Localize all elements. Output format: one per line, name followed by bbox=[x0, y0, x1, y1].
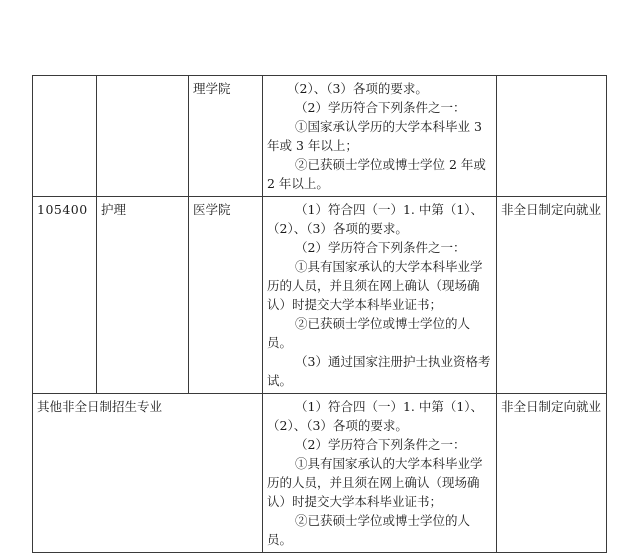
condition-line: 试。 bbox=[267, 373, 293, 388]
major-code-cell bbox=[33, 76, 97, 197]
major-name-cell bbox=[97, 76, 189, 197]
table-row bbox=[33, 76, 607, 197]
condition-line: （2）、（3）各项的要求。 bbox=[267, 221, 408, 236]
condition-line: 认）时提交大学本科毕业证书； bbox=[267, 297, 443, 312]
condition-line: ②已获硕士学位或博士学位的人 bbox=[295, 513, 471, 528]
condition-line: （2）学历符合下列条件之一： bbox=[295, 100, 466, 115]
condition-line: 员。 bbox=[267, 335, 293, 350]
condition-line: （2）学历符合下列条件之一： bbox=[295, 240, 466, 255]
condition-line: ②已获硕士学位或博士学位 2 年或 bbox=[295, 157, 486, 172]
conditions-cell bbox=[263, 394, 497, 553]
note-cell bbox=[497, 76, 607, 197]
admission-requirements-table bbox=[32, 75, 607, 553]
school-cell: 理学院 bbox=[189, 76, 263, 197]
note-cell: 非全日制定向就业 bbox=[497, 394, 607, 553]
note-cell: 非全日制定向就业 bbox=[497, 197, 607, 394]
major-name-cell: 护理 bbox=[97, 197, 189, 394]
table-row bbox=[33, 394, 607, 553]
condition-line: 历的人员，并且须在网上确认（现场确 bbox=[267, 278, 480, 293]
condition-line: 2 年以上。 bbox=[267, 176, 329, 191]
school-cell: 医学院 bbox=[189, 197, 263, 394]
condition-line: 历的人员，并且须在网上确认（现场确 bbox=[267, 475, 480, 490]
major-code-cell: 105400 bbox=[33, 197, 97, 394]
conditions-cell bbox=[263, 197, 497, 394]
condition-line: （3）通过国家注册护士执业资格考 bbox=[295, 354, 491, 369]
condition-line: （1）符合四（一）1. 中第（1）、 bbox=[295, 399, 484, 414]
condition-line: （2）、（3）各项的要求。 bbox=[267, 418, 408, 433]
condition-line: ①具有国家承认的大学本科毕业学 bbox=[295, 456, 483, 471]
table-row bbox=[33, 197, 607, 394]
other-majors-label-cell: 其他非全日制招生专业 bbox=[33, 394, 263, 553]
condition-line: 年或 3 年以上； bbox=[267, 138, 358, 153]
condition-line: （2）学历符合下列条件之一： bbox=[295, 437, 466, 452]
condition-line: ②已获硕士学位或博士学位的人 bbox=[295, 316, 471, 331]
condition-line: （2）、（3）各项的要求。 bbox=[287, 81, 428, 96]
condition-line: （1）符合四（一）1. 中第（1）、 bbox=[295, 202, 484, 217]
condition-line: ①国家承认学历的大学本科毕业 3 bbox=[295, 119, 482, 134]
condition-line: 员。 bbox=[267, 532, 293, 547]
condition-line: 认）时提交大学本科毕业证书； bbox=[267, 494, 443, 509]
conditions-cell bbox=[263, 76, 497, 197]
condition-line: ①具有国家承认的大学本科毕业学 bbox=[295, 259, 483, 274]
